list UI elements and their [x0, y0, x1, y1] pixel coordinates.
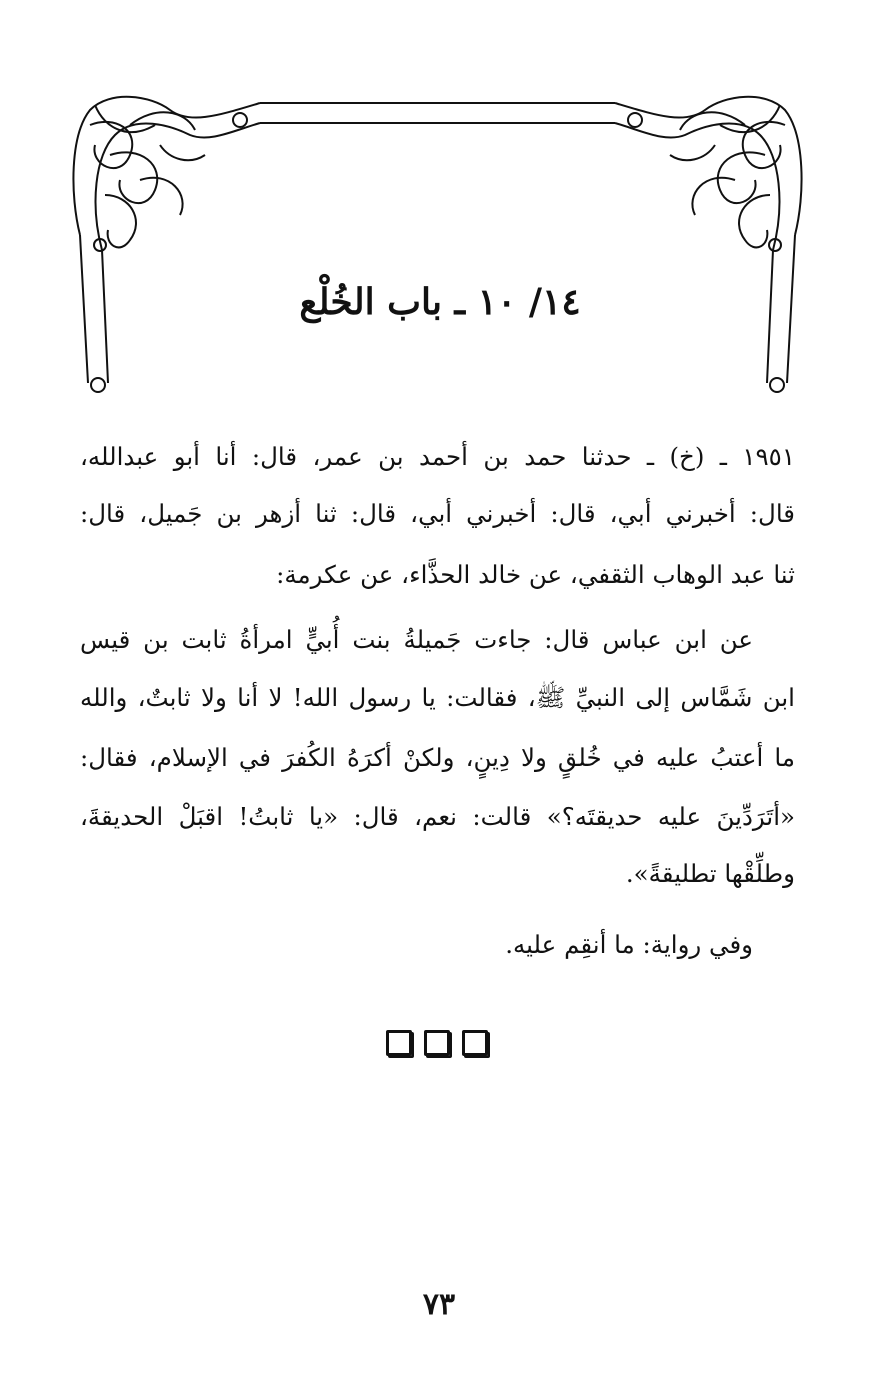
hadith-line-1: ١٩٥١ ـ (خ) ـ حدثنا حمد بن أحمد بن عمر، قال: أنا أبو عبدالله، — [80, 442, 795, 471]
hadith-line-4: عن ابن عباس قال: جاءت جَميلةُ بنت أُبيٍّ امرأةُ ثابت بن قيس — [80, 625, 753, 654]
right-corner-ornament-icon — [615, 97, 802, 251]
hadith-line-7: «أتَرَدِّينَ عليه حديقتَه؟» قالت: نعم، قال: «يا ثابتُ! اقبَلْ الحديقةَ، — [80, 802, 795, 831]
end-mark-square-icon — [386, 1030, 412, 1056]
left-corner-ornament-icon — [73, 97, 260, 251]
end-mark-square-icon — [462, 1030, 488, 1056]
hadith-line-6: ما أعتبُ عليه في خُلقٍ ولا دِينٍ، ولكنْ أكرَهُ الكُفرَ في الإسلام، فقال: — [80, 743, 795, 772]
hadith-line-3: ثنا عبد الوهاب الثقفي، عن خالد الحذَّاء، عن عكرمة: — [276, 560, 795, 589]
chapter-title: ١٤/ ١٠ ـ باب الخُلْع — [299, 281, 581, 323]
page-number: ٧٣ — [422, 1287, 456, 1322]
section-end-marks-icon — [386, 1030, 488, 1056]
hadith-line-5: ابن شَمَّاس إلى النبيِّ ﷺ، فقالت: يا رسول الله! لا أنا ولا ثابتٌ، والله — [80, 683, 795, 712]
end-mark-square-icon — [424, 1030, 450, 1056]
hadith-line-8: وطلِّقْها تطليقةً». — [625, 859, 795, 888]
hadith-variant-line: وفي رواية: ما أنقِم عليه. — [505, 930, 753, 959]
ornamental-frame-icon — [70, 85, 805, 395]
hadith-line-2: قال: أخبرني أبي، قال: أخبرني أبي، قال: ثنا أزهر بن جَميل، قال: — [80, 499, 795, 528]
